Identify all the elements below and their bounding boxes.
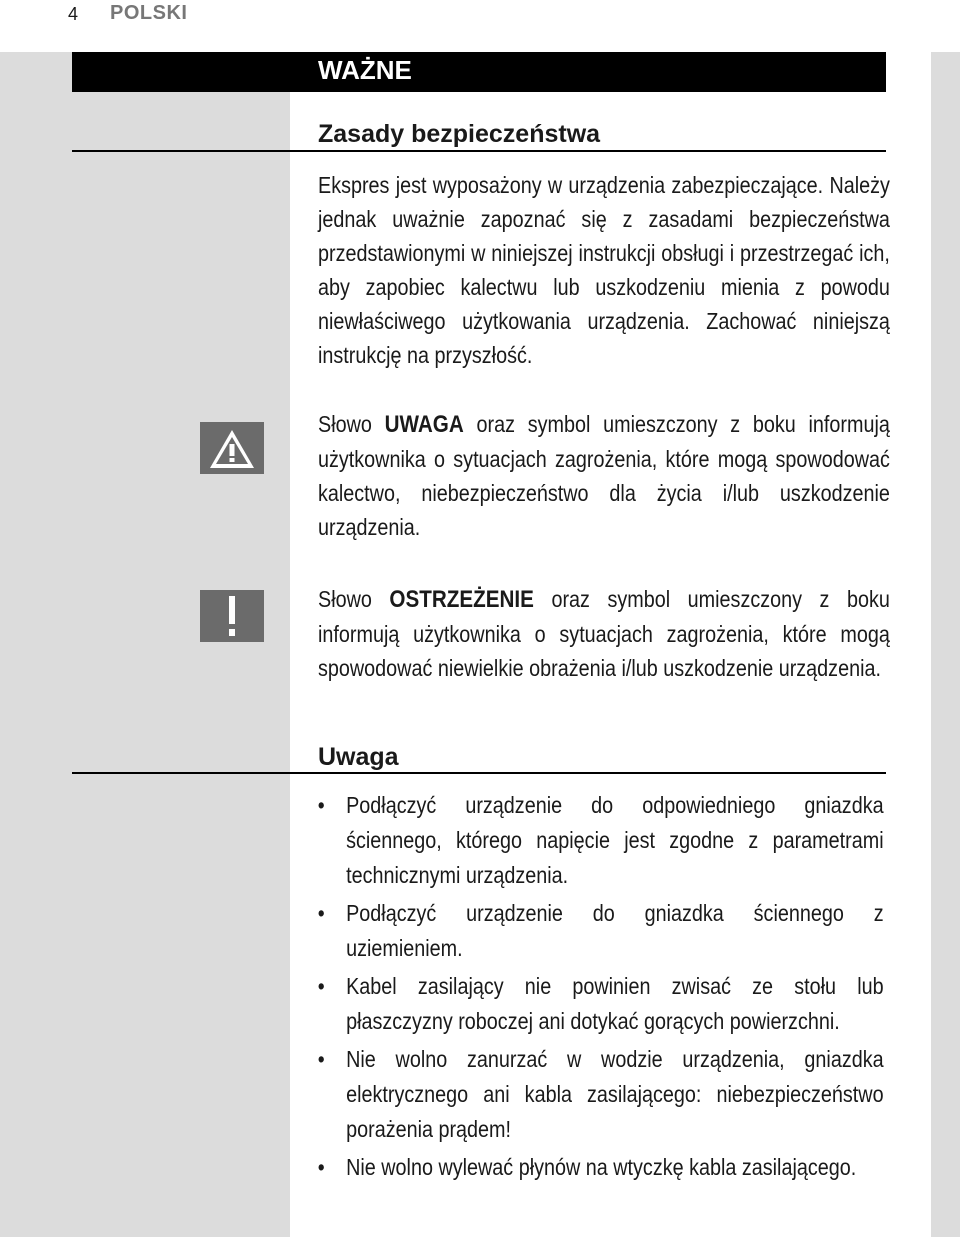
notes-heading: Uwaga bbox=[318, 743, 399, 771]
warning-paragraph bbox=[318, 407, 890, 544]
heading-rule bbox=[72, 150, 886, 152]
right-margin-panel bbox=[931, 52, 960, 1237]
safety-heading: Zasady bezpieczeństwa bbox=[318, 120, 601, 148]
caution-keyword: OSTRZEŻENIE bbox=[389, 586, 534, 613]
exclamation-icon bbox=[200, 590, 264, 642]
warning-triangle-icon bbox=[200, 422, 264, 474]
page-header bbox=[0, 0, 960, 28]
notes-list bbox=[316, 788, 884, 1188]
left-margin-panel bbox=[0, 52, 290, 1237]
section-banner bbox=[72, 52, 886, 92]
warning-prefix: Słowo bbox=[318, 411, 385, 437]
list-item: • Nie wolno wylewać płynów na wtyczkę kabla zasilającego. bbox=[317, 1154, 857, 1180]
warning-text: oraz symbol umieszczony z boku informują użytkownika o sytuacjach zagrożenia, które mogą spowodować kalectwo, niebezpieczeństwo dla życia i/lub uszkodzenie urządzenia. bbox=[318, 411, 890, 540]
banner-title: WAŻNE bbox=[318, 55, 412, 85]
list-item: • Podłączyć urządzenie do gniazdka ściennego z uziemieniem. bbox=[317, 900, 884, 961]
notes-heading-rule bbox=[72, 772, 886, 774]
page-number: 4 bbox=[68, 4, 79, 24]
warning-keyword: UWAGA bbox=[384, 411, 464, 438]
caution-prefix: Słowo bbox=[318, 586, 390, 612]
caution-text: oraz symbol umieszczony z boku informują użytkownika o sytuacjach zagrożenia, które mogą spowodować niewielkie obrażenia i/lub uszkodzenie urządzenia. bbox=[318, 586, 890, 681]
list-item: • Podłączyć urządzenie do odpowiedniego gniazdka ściennego, którego napięcie jest zgodne z parametrami technicznymi urządzenia. bbox=[317, 792, 884, 888]
language-label: POLSKI bbox=[110, 2, 188, 24]
safety-intro: Ekspres jest wyposażony w urządzenia zabezpieczające. Należy jednak uważnie zapoznać się z zasadami bezpieczeństwa przedstawionymi w niniejszej instrukcji obsługi i przestrzegać ich, aby zapobiec kalectwu lub uszkodzeniu mienia z powodu niewłaściwego użytkowania urządzenia. Zachować niniejszą instrukcję na przyszłość. bbox=[318, 172, 890, 368]
list-item: • Kabel zasilający nie powinien zwisać ze stołu lub płaszczyzny roboczej ani dotykać gorących powierzchni. bbox=[317, 973, 884, 1034]
caution-paragraph bbox=[318, 582, 890, 685]
list-item: • Nie wolno zanurzać w wodzie urządzenia, gniazdka elektrycznego ani kabla zasilającego: niebezpieczeństwo porażenia prądem! bbox=[317, 1046, 884, 1142]
